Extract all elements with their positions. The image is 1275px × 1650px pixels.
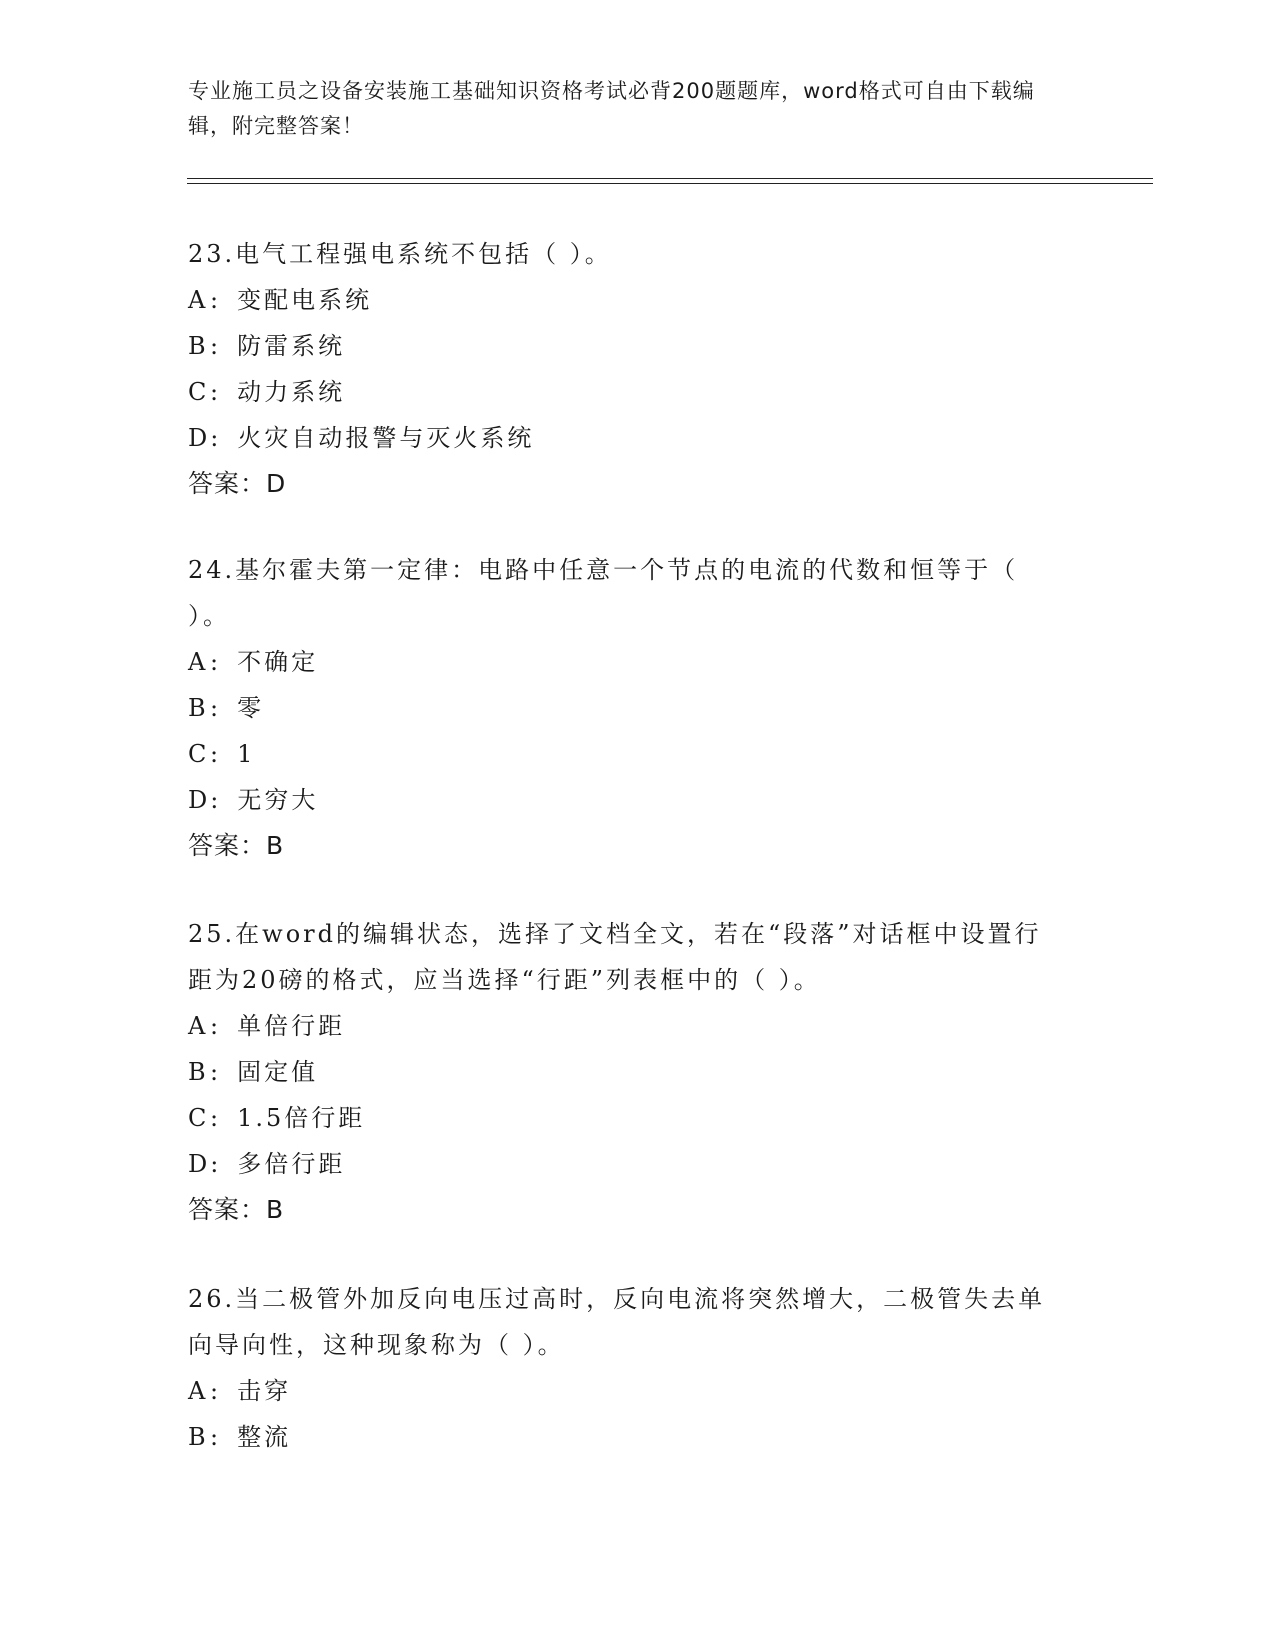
header-divider-top <box>187 178 1153 179</box>
option-letter: C <box>188 740 210 768</box>
option-text: 多倍行距 <box>237 1150 346 1178</box>
answer-line: 答案：D <box>188 469 287 498</box>
option-letter: D <box>188 424 211 452</box>
option-text: 不确定 <box>237 648 319 676</box>
option-letter: A <box>188 1012 209 1040</box>
option-letter: A <box>188 648 209 676</box>
option-a: A : 单倍行距 <box>188 1003 1088 1049</box>
question-24 <box>188 547 1088 869</box>
question-title: 25.在word的编辑状态，选择了文档全文，若在“段落”对话框中设置行距为20磅的格式，应当选择“行距”列表框中的（ ）。 <box>188 920 1042 994</box>
option-letter: D <box>188 1150 211 1178</box>
question-26 <box>188 1276 1088 1460</box>
option-d: D : 无穷大 <box>188 777 1088 823</box>
option-text: 防雷系统 <box>237 332 346 360</box>
option-letter: B <box>188 332 209 360</box>
option-b: B : 整流 <box>188 1414 1088 1460</box>
option-b: B : 防雷系统 <box>188 323 1088 369</box>
question-title: 24.基尔霍夫第一定律：电路中任意一个节点的电流的代数和恒等于（ ）。 <box>188 556 1019 630</box>
option-d: D : 火灾自动报警与灭火系统 <box>188 415 1088 461</box>
option-letter: A <box>188 1377 209 1405</box>
option-text: 击穿 <box>237 1377 292 1405</box>
option-a: A : 不确定 <box>188 639 1088 685</box>
option-letter: C <box>188 1104 210 1132</box>
question-23 <box>188 231 1088 507</box>
option-c: C : 动力系统 <box>188 369 1088 415</box>
option-d: D : 多倍行距 <box>188 1141 1088 1187</box>
answer-line: 答案：B <box>188 831 285 860</box>
option-text: 动力系统 <box>237 378 346 406</box>
option-c: C : 1 <box>188 731 1088 777</box>
question-title: 26.当二极管外加反向电压过高时，反向电流将突然增大，二极管失去单向导向性，这种现象称为（ ）。 <box>188 1285 1046 1359</box>
option-text: 火灾自动报警与灭火系统 <box>237 424 535 452</box>
header-divider-bottom <box>187 183 1153 184</box>
document-header: 专业施工员之设备安装施工基础知识资格考试必背200题题库，word格式可自由下载编辑，附完整答案！ <box>188 79 1035 138</box>
option-text: 1.5倍行距 <box>237 1104 366 1132</box>
option-text: 无穷大 <box>237 786 319 814</box>
option-text: 固定值 <box>237 1058 319 1086</box>
option-a: A : 变配电系统 <box>188 277 1088 323</box>
option-text: 零 <box>237 694 265 722</box>
option-text: 整流 <box>237 1423 292 1451</box>
option-text: 单倍行距 <box>237 1012 346 1040</box>
option-letter: D <box>188 786 211 814</box>
question-25 <box>188 911 1088 1233</box>
option-letter: B <box>188 694 209 722</box>
option-text: 1 <box>237 740 256 768</box>
option-letter: A <box>188 286 209 314</box>
option-letter: C <box>188 378 210 406</box>
option-b: B : 固定值 <box>188 1049 1088 1095</box>
option-letter: B <box>188 1058 209 1086</box>
question-title: 23.电气工程强电系统不包括（ ）。 <box>188 240 612 268</box>
option-text: 变配电系统 <box>237 286 373 314</box>
option-a: A : 击穿 <box>188 1368 1088 1414</box>
option-letter: B <box>188 1423 209 1451</box>
option-b: B : 零 <box>188 685 1088 731</box>
option-c: C : 1.5倍行距 <box>188 1095 1088 1141</box>
answer-line: 答案：B <box>188 1195 285 1224</box>
